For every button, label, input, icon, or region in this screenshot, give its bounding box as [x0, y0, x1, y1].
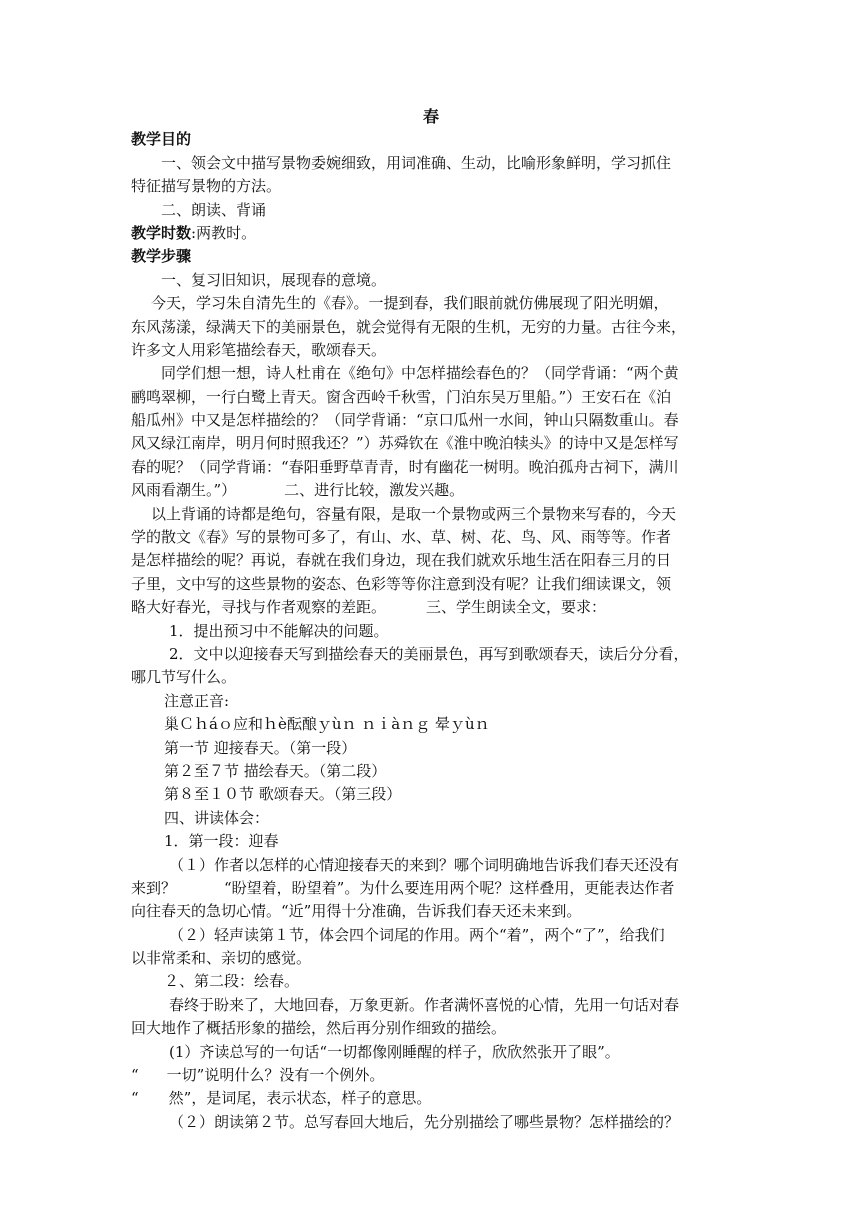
paragraph-line: 第一节 迎接春天。（第一段）: [164, 738, 357, 757]
paragraph-text: “: [131, 1089, 139, 1108]
time-label: 教学时数: [131, 223, 192, 242]
list-item: 1．第一段：迎春: [164, 832, 279, 851]
paragraph-line: 向往春天的急切心情。“近”用得十分准确，告诉我们春天还未来到。: [131, 902, 582, 921]
paragraph-line: 春的呢？（同学背诵：“春阳垂野草青青，时有幽花一树明。晚泊孤舟古祠下，满川: [131, 457, 679, 476]
paragraph-line: 第８至１０节 歌颂春天。（第三段）: [164, 785, 402, 804]
paragraph-line: （２）轻声读第１节，体会四个词尾的作用。两个“着”，两个“了”，给我们: [169, 925, 665, 944]
paragraph-line: 哪几节写什么。: [131, 668, 237, 687]
paragraph-text: “: [131, 1066, 139, 1085]
paragraph-line: 特征描写景物的方法。: [131, 177, 282, 196]
paragraph-line: [131, 877, 731, 900]
paragraph-line: 学的散文《春》写的景物可多了，有山、水、草、树、花、鸟、风、雨等等。作者: [131, 528, 672, 547]
paragraph-line: 今天，学习朱自清先生的《春》。一提到春，我们眼前就仿佛展现了阳光明媚，: [151, 294, 669, 313]
paragraph-text: 然”，是词尾，表示状态，样子的意思。: [168, 1089, 432, 1108]
paragraph-line: 同学们想一想，诗人杜甫在《绝句》中怎样描绘春色的？（同学背诵：“两个黄: [161, 364, 679, 383]
list-item: 2．文中以迎接春天写到描绘春天的美丽景色，再写到歌颂春天，读后分分看，: [169, 644, 689, 663]
paragraph-line: （１）作者以怎样的心情迎接春天的来到？哪个词明确地告诉我们春天还没有: [169, 855, 680, 874]
paragraph-line: 巢Ｃｈáｏ应和ｈè酝酿ｙùｎ ｎｉàｎｇ 晕ｙùｎ: [164, 715, 490, 734]
paragraph-line: 东风荡漾，绿满天下的美丽景色，就会觉得有无限的生机，无穷的力量。古往今来，: [131, 317, 687, 336]
paragraph-line: 是怎样描绘的呢？再说，春就在我们身边，现在我们就欢乐地生活在阳春三月的日: [131, 551, 672, 570]
paragraph-line: 风又绿江南岸，明月何时照我还？”）苏舜钦在《淮中晚泊犊头》的诗中又是怎样写: [131, 434, 679, 453]
paragraph-line: 一、领会文中描写景物委婉细致，用词准确、生动，比喻形象鲜明，学习抓住: [161, 153, 672, 172]
paragraph-line: （２）朗读第２节。总写春回大地后，先分别描绘了哪些景物？怎样描绘的？: [169, 1112, 680, 1131]
paragraph-text: 来到？: [131, 878, 177, 897]
paragraph-line: 四、讲读体会：: [164, 808, 270, 827]
paragraph-text: 一切”说明什么？没有一个例外。: [166, 1066, 385, 1085]
list-item: 1．提出预习中不能解决的问题。: [169, 621, 389, 640]
paragraph-line: 一、复习旧知识，展现春的意境。: [161, 270, 387, 289]
goal-heading: 教学目的: [131, 130, 192, 149]
steps-heading: 教学步骤: [131, 247, 192, 266]
paragraph-line: 子里，文中写的这些景物的姿态、色彩等等你注意到没有呢？让我们细读课文，领: [131, 574, 672, 593]
paragraph-text: “盼望着，盼望着”。为什么要连用两个呢？这样叠用，更能表达作者: [224, 878, 675, 897]
paragraph-line: 鹂鸣翠柳，一行白鹭上青天。窗含西岭千秋雪，门泊东吴万里船。”）王安石在《泊: [131, 387, 672, 406]
paragraph-line: [131, 479, 731, 502]
paragraph-text: 二、进行比较，激发兴趣。: [284, 481, 465, 500]
paragraph-line: (1）齐读总写的一句话“一切都像刚睡醒的样子，欣欣然张开了眼”。: [169, 1042, 620, 1061]
paragraph-line: [131, 1064, 731, 1087]
paragraph-line: 第２至７节 描绘春天。（第二段）: [164, 761, 387, 780]
paragraph-text: 风雨看潮生。”）: [131, 481, 237, 500]
paragraph-line: 二、朗读、背诵: [161, 200, 267, 219]
paragraph-line: 船瓜州》中又是怎样描绘的？（同学背诵：“京口瓜州一水间，钟山只隔数重山。春: [131, 411, 679, 430]
paragraph-line: [131, 596, 731, 619]
list-item: ２、第二段：绘春。: [164, 972, 300, 991]
paragraph-line: 注意正音:: [164, 691, 230, 710]
paragraph-line: 回大地作了概括形象的描绘，然后再分别作细致的描绘。: [131, 1019, 507, 1038]
teaching-time: [131, 222, 731, 245]
paragraph-line: 许多文人用彩笔描绘春天，歌颂春天。: [131, 340, 387, 359]
paragraph-text: 略大好春光，寻找与作者观察的差距。: [131, 598, 387, 617]
paragraph-line: 以非常柔和、亲切的感觉。: [131, 949, 312, 968]
paragraph-line: 春终于盼来了，大地回春，万象更新。作者满怀喜悦的心情，先用一句话对春: [169, 995, 680, 1014]
document-title: 春: [422, 107, 439, 126]
paragraph-text: 三、学生朗读全文，要求：: [426, 598, 607, 617]
paragraph-line: [131, 1087, 731, 1110]
paragraph-line: 以上背诵的诗都是绝句，容量有限，是取一个景物或两三个景物来写春的，今天: [151, 504, 677, 523]
time-value: :两教时。: [191, 223, 257, 242]
document-body: [131, 105, 731, 1134]
